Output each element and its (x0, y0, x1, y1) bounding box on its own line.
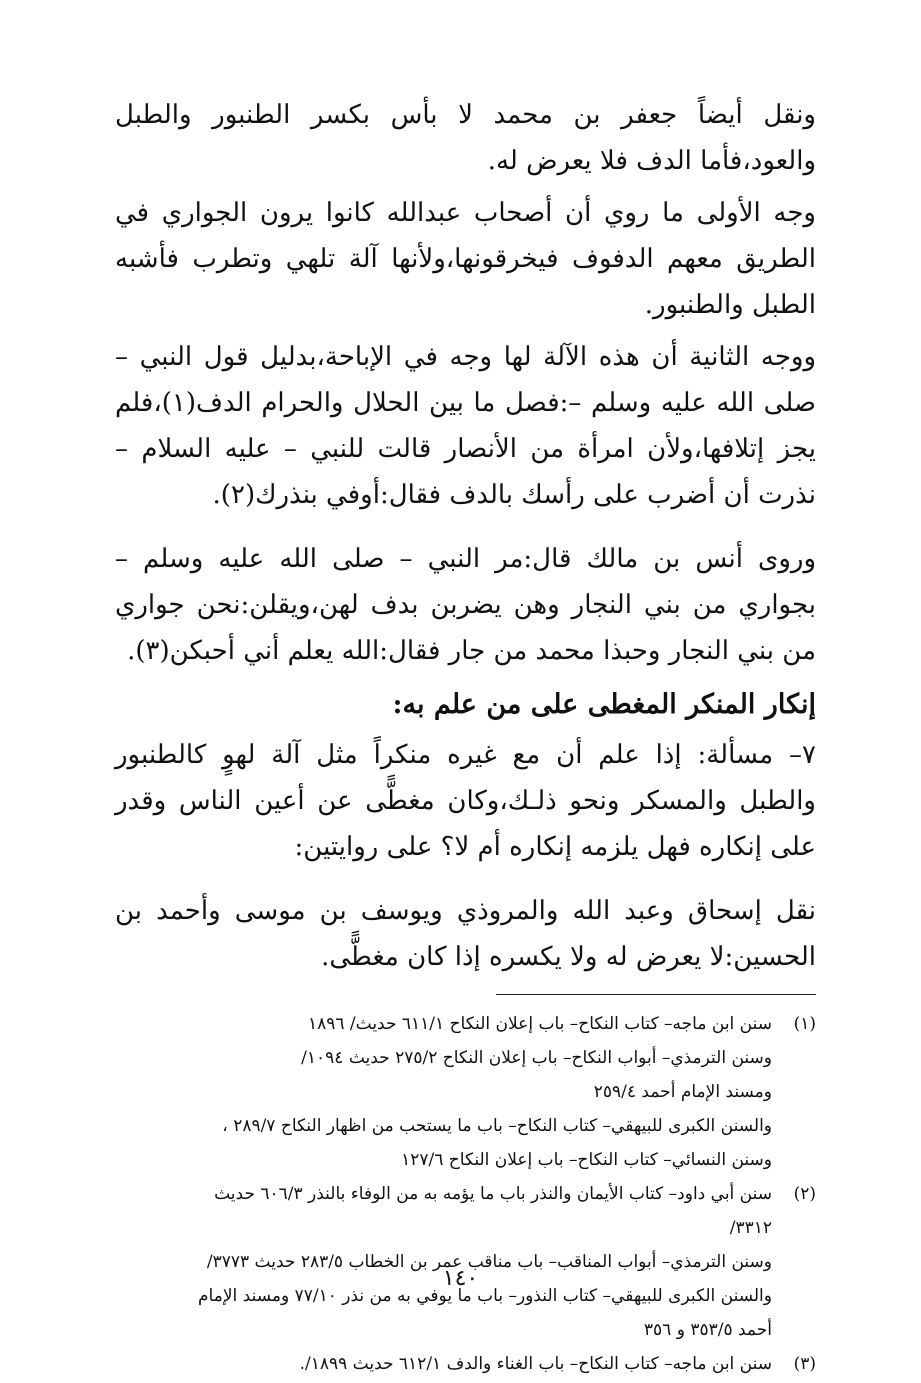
footnote-line: سنن ابن ماجه– كتاب النكاح– باب إعلان النكاح ٦١١/١ حديث/ ١٨٩٦ (307, 1014, 772, 1034)
footnote-line: سنن ابن ماجه– كتاب النكاح– باب الغناء والدف ٦١٢/١ حديث ١٨٩٩/. (299, 1354, 772, 1374)
footnote-line: سنن أبي داود– كتاب الأيمان والنذر باب ما يؤمه به من الوفاء بالنذر ٦٠٦/٣ حديث (214, 1184, 772, 1204)
paragraph-anas-report: وروى أنس بن مالك قال:مر النبي – صلى الله عليه وسلم – بجواري من بني النجار وهن يضربن بدف لهن،ويقلن:نحن جواري من بني النجار وحبذا محمد من جار فقال:الله يعلم أني أحبكن(٣). (115, 544, 816, 666)
footnote-2 (115, 1177, 816, 1347)
paragraph-issue-7: ٧– مسألة: إذا علم أن مع غيره منكراً مثل آلة لهوٍ كالطنبور والطبل والمسكر ونحو ذلـك،وكان مغطًّى عن أعين الناس وقدر على إنكاره فهل يلزمه إنكاره أم لا؟ على روايتين: (115, 740, 816, 862)
section-heading: إنكار المنكر المغطى على من علم به: (392, 689, 816, 720)
paragraph-first-view: وجه الأولى ما روي أن أصحاب عبدالله كانوا يرون الجواري في الطريق معهم الدفوف فيخرقونها،ولأنها آلة تلهي وتطرب فأشبه الطبل والطنبور. (115, 198, 816, 320)
footnote-line: وسنن النسائي– كتاب النكاح– باب إعلان النكاح ١٢٧/٦ (401, 1150, 772, 1170)
footnote-number: (١) (793, 1014, 816, 1034)
footnote-number: (٣) (793, 1354, 816, 1374)
footnote-line: والسنن الكبرى للبيهقي– كتاب النذور– باب ما يوفي به من نذر ٧٧/١٠ ومسند الإمام (198, 1286, 772, 1306)
main-text (115, 92, 816, 980)
footnotes (115, 1007, 816, 1381)
footnote-line: ٣٣١٢/ (729, 1218, 772, 1238)
footnote-separator (496, 994, 816, 995)
footnote-line: وسنن الترمذي– أبواب النكاح– باب إعلان النكاح ٢٧٥/٢ حديث ١٠٩٤/ (301, 1048, 772, 1068)
paragraph-jafar-report: ونقل أيضاً جعفر بن محمد لا بأس بكسر الطنبور والطبل والعود،فأما الدف فلا يعرض له. (115, 100, 816, 176)
footnote-number: (٢) (793, 1184, 816, 1204)
footnote-line: والسنن الكبرى للبيهقي– كتاب النكاح– باب ما يستحب من اظهار النكاح ٢٨٩/٧ ، (222, 1116, 772, 1136)
paragraph-narration: نقل إسحاق وعبد الله والمروذي ويوسف بن موسى وأحمد بن الحسين:لا يعرض له ولا يكسره إذا كان مغطًّى. (115, 896, 816, 972)
paragraph-second-view: ووجه الثانية أن هذه الآلة لها وجه في الإباحة،بدليل قول النبي – صلى الله عليه وسلم –:فصل ما بين الحلال والحرام الدف(١)،فلم يجز إتلافها،ولأن امرأة من الأنصار قالت للنبي – عليه السلام – نذرت أن أضرب على رأسك بالدف فقال:أوفي بنذرك(٢). (115, 342, 816, 510)
footnote-1 (115, 1007, 816, 1177)
footnote-line: أحمد ٣٥٣/٥ و ٣٥٦ (643, 1320, 772, 1340)
footnote-line: وسنن الترمذي– أبواب المناقب– باب مناقب عمر بن الخطاب ٢٨٣/٥ حديث ٣٧٧٣/ (206, 1252, 772, 1272)
page-number: ١٤٠ (442, 1266, 479, 1291)
footnote-3 (115, 1347, 816, 1381)
footnote-line: ومسند الإمام أحمد ٢٥٩/٤ (593, 1082, 772, 1102)
